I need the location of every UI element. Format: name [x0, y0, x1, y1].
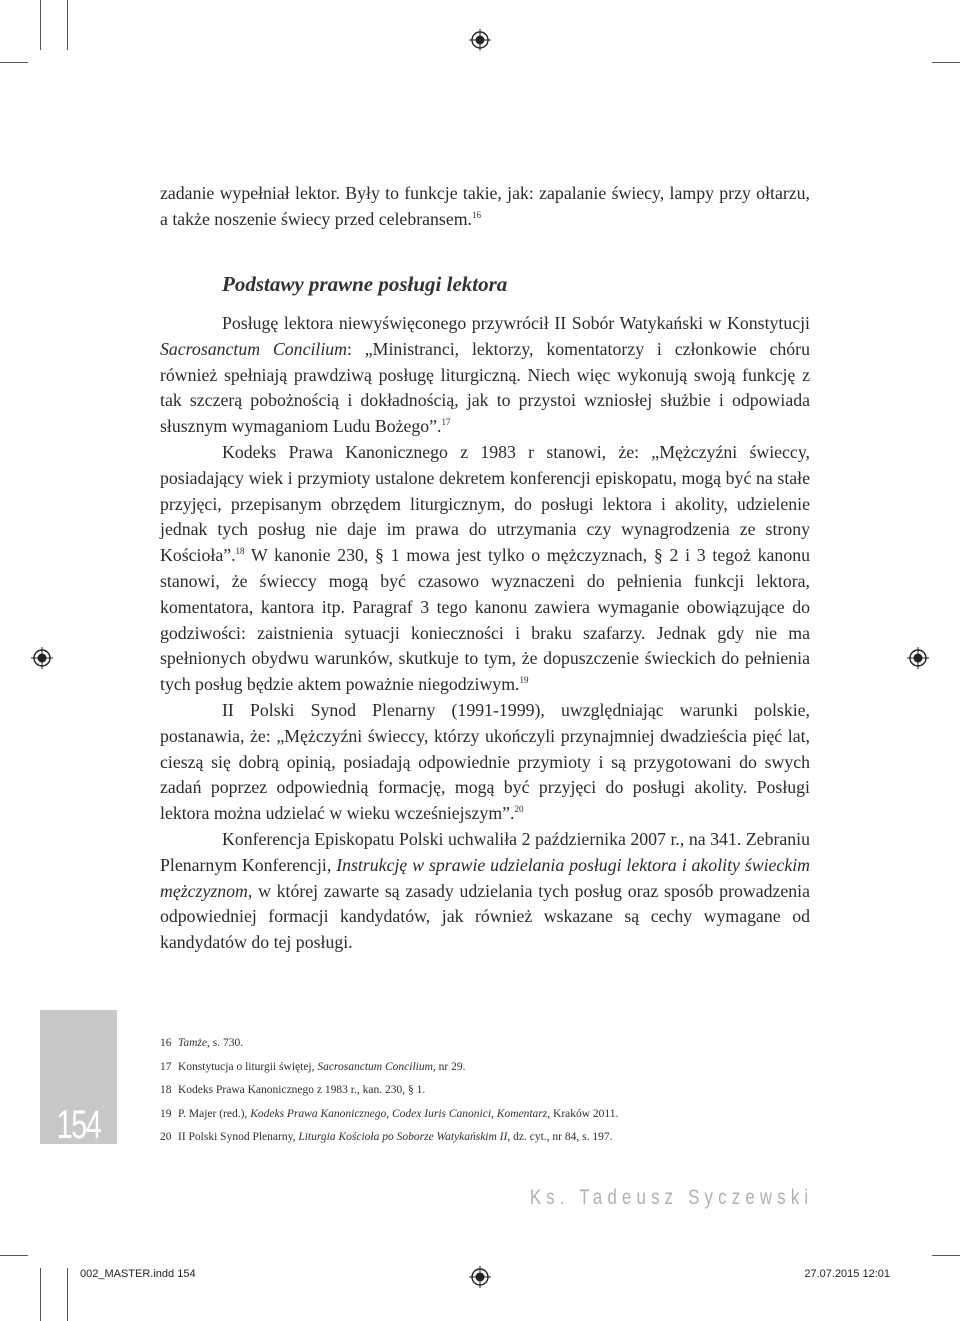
running-author: Ks. Tadeusz Syczewski [529, 1186, 813, 1209]
paragraph-1 [160, 311, 810, 440]
footnote-number: 20 [160, 1131, 172, 1143]
footnote-number: 18 [160, 1084, 172, 1096]
intro-block [160, 181, 810, 233]
footnote-text: , Kraków 2011. [547, 1107, 619, 1120]
footnote [160, 1083, 780, 1097]
footnote-number: 17 [160, 1060, 172, 1073]
slug-datetime: 27.07.2015 12:01 [804, 1268, 890, 1280]
footnote-number: 16 [160, 1037, 172, 1049]
footnote-ref: 16 [472, 209, 481, 220]
footnote [160, 1107, 780, 1121]
paragraph-text: II Polski Synod Plenarny (1991-1999), uwzględniając warunki polskie, postanawia, że: „Mężczyźni świeccy, którzy ukończyli przynajmniej dwadzieścia pięć lat, cieszą się dobrą opinią, posiadają odpowiednie przymioty i są przygotowani do swych zadań poprzez odpowiednią formację, mogą być przyjęci do posługi akolity. Posługi lektora można udzielać w wieku wcześniejszym”. [160, 699, 810, 824]
crop-mark [40, 1268, 41, 1321]
page-number: 154 [56, 1103, 101, 1147]
footnote-ref: 18 [235, 546, 245, 557]
footnote-text: Kodeks Prawa Kanonicznego z 1983 r., kan. 230, § 1. [178, 1084, 426, 1096]
footnote-text: , s. 730. [206, 1037, 244, 1049]
crop-mark [40, 0, 41, 50]
footnote [160, 1060, 780, 1074]
footnote-text: Konstytucja o liturgii świętej, [178, 1060, 318, 1073]
registration-mark-icon [31, 647, 53, 669]
footnote-text: II Polski Synod Plenarny, [178, 1131, 299, 1143]
paragraph-text: W kanonie 230, § 1 mowa jest tylko o mężczyznach, § 2 i 3 tegoż kanonu stanowi, że świeccy mogą być czasowo wyznaczeni do pełnienia funkcji lektora, komentatora, kantora itp. Paragraf 3 tego kanonu zawiera wymaganie obowiązujące do godziwości: zaistnienia sytuacji konieczności i braku szafarzy. Jednak gdy nie ma spełnionych obydwu warunków, skutkuje to tym, że dopuszczenie świeckich do pełnienia tych posług będzie aktem poważnie niegodziwym. [160, 545, 810, 695]
footnote-ref: 20 [514, 804, 524, 815]
page-number-tab [40, 1010, 117, 1147]
footnote-text: dz. cyt., nr 84, s. 197. [510, 1131, 613, 1143]
registration-mark-icon [469, 1266, 491, 1288]
footnote-ref: 17 [441, 417, 451, 428]
registration-mark-icon [469, 29, 491, 51]
document-title-italic: Sacrosanctum Concilium [160, 338, 348, 359]
paragraph-text: w której zawarte są zasady udzielania tych posług oraz sposób prowadzenia odpowiedniej formacji kandydatów, jak również wskazane są cechy wymagane od kandydatów do tej posługi. [160, 880, 810, 953]
footnote-text: Tamże [178, 1037, 207, 1049]
footnotes [160, 1036, 780, 1154]
crop-mark [932, 62, 960, 63]
paragraph-4 [160, 827, 810, 956]
slug-filename: 002_MASTER.indd 154 [80, 1268, 196, 1280]
footnote-ref: 19 [519, 675, 529, 686]
crop-mark [67, 1268, 68, 1321]
paragraph-text: Kodeks Prawa Kanonicznego z 1983 r stanowi, że: „Mężczyźni świeccy, posiadający wiek i przymioty ustalone dekretem konferencji episkopatu, mogą być na stałe przyjęci, przepisanym obrzędem liturgicznym, do posługi lektora i akolity, udzielenie jednak tych posług nie daje im prawa do utrzymania czy wynagrodzenia ze strony Kościoła”. [160, 441, 810, 566]
section-heading: Podstawy prawne posługi lektora [222, 272, 508, 296]
intro-text: zadanie wypełniał lektor. Były to funkcje takie, jak: zapalanie świecy, lampy przy ołtarzu, a także noszenie świecy przed celebransem. [160, 183, 810, 229]
paragraph-2 [160, 440, 810, 698]
footnote-text: Kodeks Prawa Kanonicznego, Codex Iuris Canonici, Komentarz [250, 1107, 548, 1120]
footnote-text: P. Majer (red.), [178, 1107, 251, 1120]
crop-mark [932, 1255, 960, 1256]
document-title-italic: Instrukcję w sprawie udzielania posługi lektora i akolity świeckim mężczyznom, [160, 854, 810, 901]
footnote-text: nr 29. [435, 1060, 466, 1073]
paragraph-3 [160, 698, 810, 827]
body-block [160, 311, 810, 956]
intro-paragraph [160, 181, 810, 233]
crop-mark [67, 0, 68, 50]
paragraph-text: Konferencja Episkopatu Polski uchwaliła 2 października 2007 r., na 341. Zebraniu Plenarnym Konferencji, [160, 828, 810, 875]
footnote [160, 1130, 780, 1144]
registration-mark-icon [907, 647, 929, 669]
crop-mark [0, 62, 28, 63]
paragraph-text: Posługę lektora niewyświęconego przywrócił II Sobór Watykański w Konstytucji [222, 313, 810, 333]
footnote-text: Liturgia Kościoła po Soborze Watykańskim II, [298, 1131, 511, 1143]
crop-mark [0, 1255, 28, 1256]
footnote [160, 1036, 780, 1050]
footnote-text: Sacrosanctum Concilium, [317, 1060, 436, 1073]
footnote-number: 19 [160, 1107, 172, 1120]
paragraph-text: : „Ministranci, lektorzy, komentatorzy i członkowie chóru również spełniają prawdziwą posługę liturgiczną. Niech więc wykonują swoją funkcję z tak szczerą pobożnością i dokładnością, jak to przystoi wzniosłej służbie i odpowiada słusznym wymaganiom Ludu Bożego”. [160, 338, 810, 437]
